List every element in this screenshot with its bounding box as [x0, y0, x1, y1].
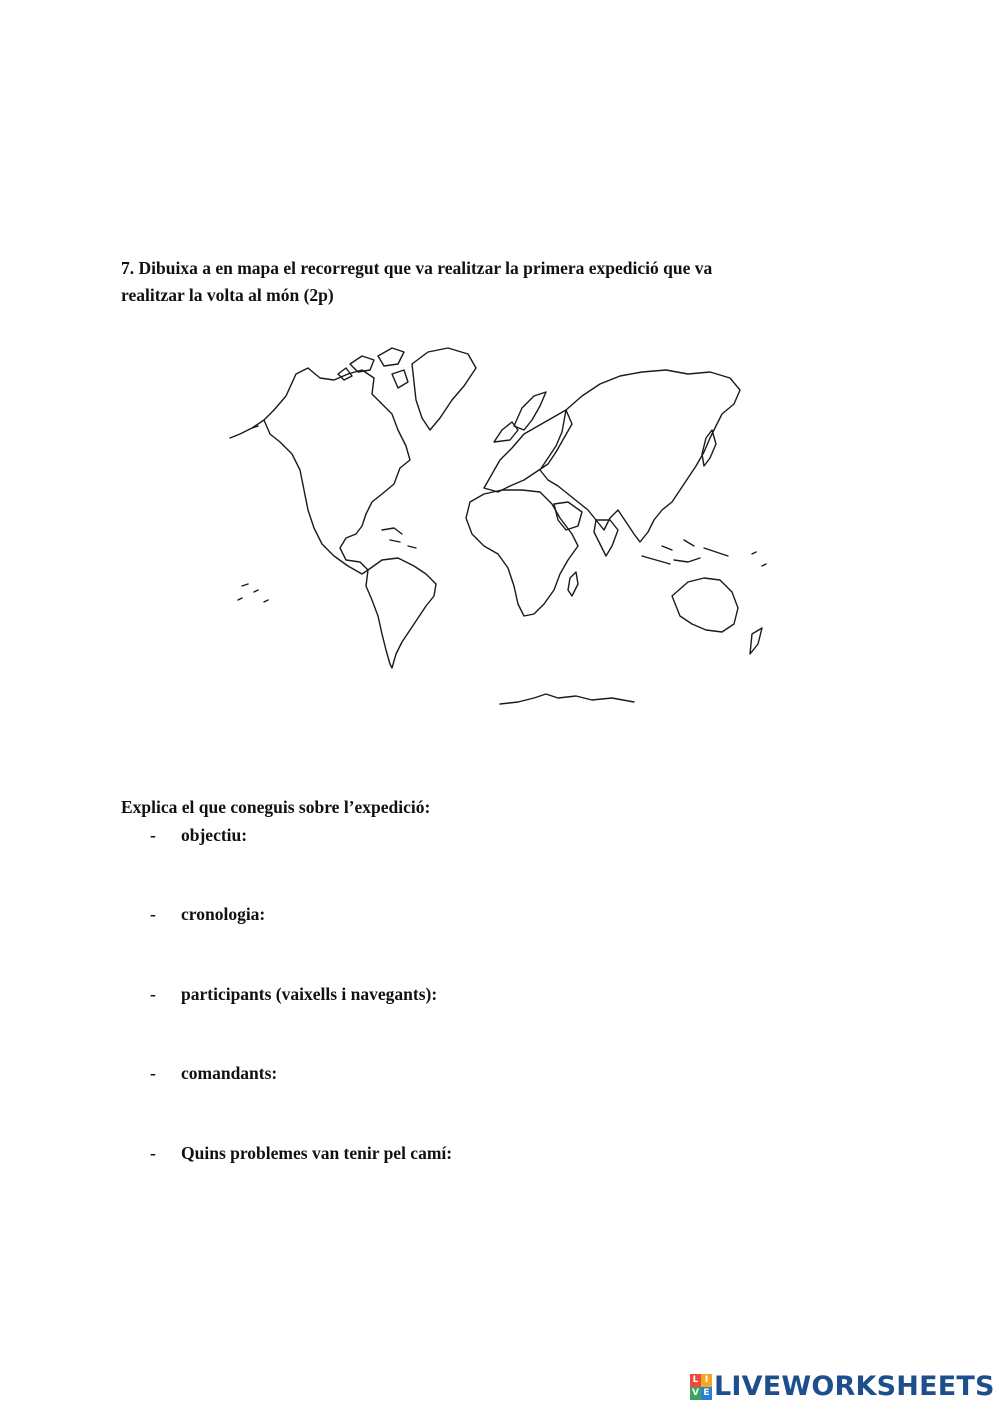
bullet-label: Quins problemes van tenir pel camí:	[181, 1143, 453, 1163]
bullet-label: comandants:	[181, 1063, 278, 1083]
greenland-outline	[412, 348, 476, 430]
question-line-1: 7. Dibuixa a en mapa el recorregut que va realitzar la primera expedició que va	[121, 258, 713, 278]
australia-outline	[672, 578, 738, 632]
japan-outline	[702, 430, 716, 466]
africa-outline	[466, 490, 578, 616]
bullet-cronologia	[150, 902, 265, 926]
bullet-marker: -	[150, 1143, 156, 1163]
bullet-marker: -	[150, 1063, 156, 1083]
logo-letter: V	[690, 1387, 701, 1400]
question-line-2: realitzar la volta al món (2p)	[121, 285, 334, 305]
logo-letter: L	[690, 1374, 701, 1387]
explain-heading: Explica el que coneguis sobre l’expedició:	[121, 797, 431, 817]
logo-letter: I	[701, 1374, 712, 1387]
asia-outline	[540, 370, 740, 542]
bullet-marker: -	[150, 984, 156, 1004]
bullet-label: participants (vaixells i navegants):	[181, 984, 438, 1004]
madagascar-outline	[568, 572, 578, 596]
logo-letter: E	[701, 1387, 712, 1400]
question-prompt	[121, 255, 821, 309]
bullet-label: cronologia:	[181, 904, 266, 924]
bullet-comandants	[150, 1061, 277, 1085]
south-america-outline	[366, 558, 436, 668]
brand-wordmark: LIVEWORKSHEETS	[714, 1371, 995, 1402]
bullet-marker: -	[150, 825, 156, 845]
new-zealand-outline	[750, 628, 762, 654]
bullet-problemes	[150, 1141, 452, 1165]
bullet-objectiu	[150, 823, 247, 847]
europe-outline	[484, 410, 572, 492]
bullet-participants	[150, 982, 437, 1006]
live-logo-icon	[690, 1374, 712, 1400]
indonesia-outline	[642, 540, 728, 564]
bullet-label: objectiu:	[181, 825, 248, 845]
antarctica-outline	[500, 694, 634, 704]
world-map-drawing-area[interactable]	[222, 334, 778, 712]
liveworksheets-logo	[690, 1372, 995, 1402]
caribbean-outline	[382, 528, 416, 548]
alaska-outline	[230, 420, 264, 438]
bullet-marker: -	[150, 904, 156, 924]
north-america-outline	[264, 368, 410, 574]
